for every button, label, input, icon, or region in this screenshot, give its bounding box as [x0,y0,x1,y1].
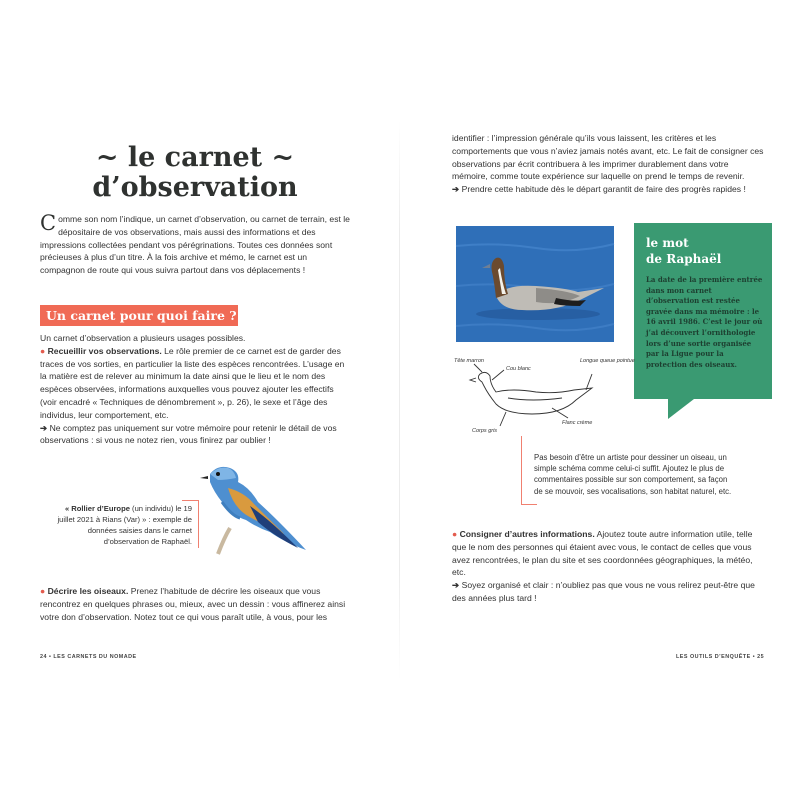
item2-title: Décrire les oiseaux. [47,586,129,596]
raphael-note-box [634,223,772,399]
sketch-note: Pas besoin d’être un artiste pour dessiner un oiseau, un simple schéma comme celui-ci suffit. Ajoutez le plus de commentaires possible sur son comportement, sa façon de se mouvoir, ses vocalisations, son habitat naturel, etc. [534,453,732,496]
item1-tip: Ne comptez pas uniquement sur votre mémoire pour retenir le détail de vos observations : si vous ne notez rien, vous finirez par oublier ! [40,422,337,446]
speech-tail [668,399,694,419]
bird-caption [56,503,192,547]
raphael-box-text: La date de la première entrée dans mon carnet d’observation est restée gravée dans ma mémoire : le 16 avril 1986. C’est le jour où j’ai découvert l’ornithologie lors d’une sortie organisée par la Ligue pour la protection des oiseaux. [646,275,763,369]
caption-rule-h [182,500,199,501]
item1-text: Le rôle premier de ce carnet est de garder des traces de vos sorties, en particulier la liste des espèces rencontrées. L’usage en la matière est de relever au minimum la date ainsi que le lieu et le nom des espèces observées, informations auxquelles vous pouvez ajouter les effectifs (voir encadré « Techniques de dénombrement », p. 26), le sexe et l’âge des individus, leur comportement, etc. [40,345,345,420]
sketch-label-flank: Flanc crème [562,420,593,426]
continued-tip-line [452,183,764,196]
raphael-title-line1: le mot [646,236,689,250]
item2-text: Prenez l’habitude de décrire les oiseaux que vous rencontrez en quelques phrases ou, mieux, avec un dessin : vous affinerez ainsi votre don d’observation. Notez tout ce qui vous paraît utile, à vous, pour les [40,586,346,622]
section-intro: Un carnet d’observation a plusieurs usages possibles. [40,333,246,343]
arrow-icon: ➔ [452,184,460,195]
footer-left: 24 • LES CARNETS DU NOMADE [40,654,137,660]
continued-text: identifier : l’impression générale qu’ils vous laissent, les critères et les comportements que vous n’aviez jamais notés avant, etc. Le fait de consigner ces observations par écrit contribuera à les imprimer durablement dans votre mémoire, comme toute expérience sur laquelle on prend le temps de revenir. [452,133,764,182]
item1-tip-line [40,422,350,448]
continued-paragraph [452,132,764,196]
item3-tip: Soyez organisé et clair : n’oubliez pas que vous ne vous relirez peut-être que des années plus tard ! [452,580,755,603]
footer-right: LES OUTILS D’ENQUÊTE • 25 [676,654,765,660]
item3-title: Consigner d’autres informations. [459,529,595,539]
sketch-label-tail: Longue queue pointue [580,358,635,364]
duck-sketch [452,352,635,436]
bullet-icon: ● [40,345,46,356]
pintail-duck-image [456,226,614,342]
section-heading: Un carnet pour quoi faire ? [40,305,238,326]
bird-caption-rest: (un individu) le 19 juillet 2021 à Rians (Var) » : exemple de données saisies dans le carnet d’observation de Raphaël. [57,504,192,546]
item3-line [452,528,764,579]
drop-cap: C [40,211,57,235]
bullet-icon: ● [452,529,458,539]
sketch-label-neck: Cou blanc [506,366,531,372]
item3-tip-line [452,579,764,605]
item3-text: Ajoutez toute autre information utile, telle que le nom des personnes qui étaient avec vous, le contact de celles que vous avez rencontrées, le plan du site et ses coordonnées géographiques, la météo, etc. [452,529,753,578]
caption-rule-v [198,500,199,548]
raphael-box-title [646,235,721,267]
arrow-icon: ➔ [40,422,48,433]
sketch-label-body: Corps gris [472,428,498,434]
roller-bird-illustration [188,458,310,558]
continued-tip: Prendre cette habitude dès le départ garantit de faire des progrès rapides ! [461,184,746,195]
page-title-line1: ~ le carnet ~ [95,142,295,173]
intro-text: omme son nom l’indique, un carnet d’observation, ou carnet de terrain, est le dépositaire de vos observations, mais aussi des informations et des impressions collectées pendant vos pérégrinations. Toutes ces données sont précieuses à plus d’un titre. À la fois archive et mémo, le carnet est un compagnon de route qui vous suivra partout dans vos déplacements ! [40,214,350,276]
item1-title: Recueillir vos observations. [47,345,162,356]
bullet-icon: ● [40,586,46,596]
section-body [40,332,350,447]
bird-caption-species: « Rollier d’Europe [64,504,130,513]
raphael-title-line2: de Raphaël [646,252,722,266]
item-describe [40,585,350,623]
sketch-label-head: Tête marron [454,358,484,364]
pintail-duck-photo [456,226,614,342]
page-title-line2: d’observation [92,172,298,203]
note-rule-h [521,504,537,505]
intro-paragraph [40,213,350,277]
note-rule-v [521,436,522,504]
arrow-icon: ➔ [452,580,460,591]
item-observations [40,345,350,422]
item-other-info [452,528,764,605]
